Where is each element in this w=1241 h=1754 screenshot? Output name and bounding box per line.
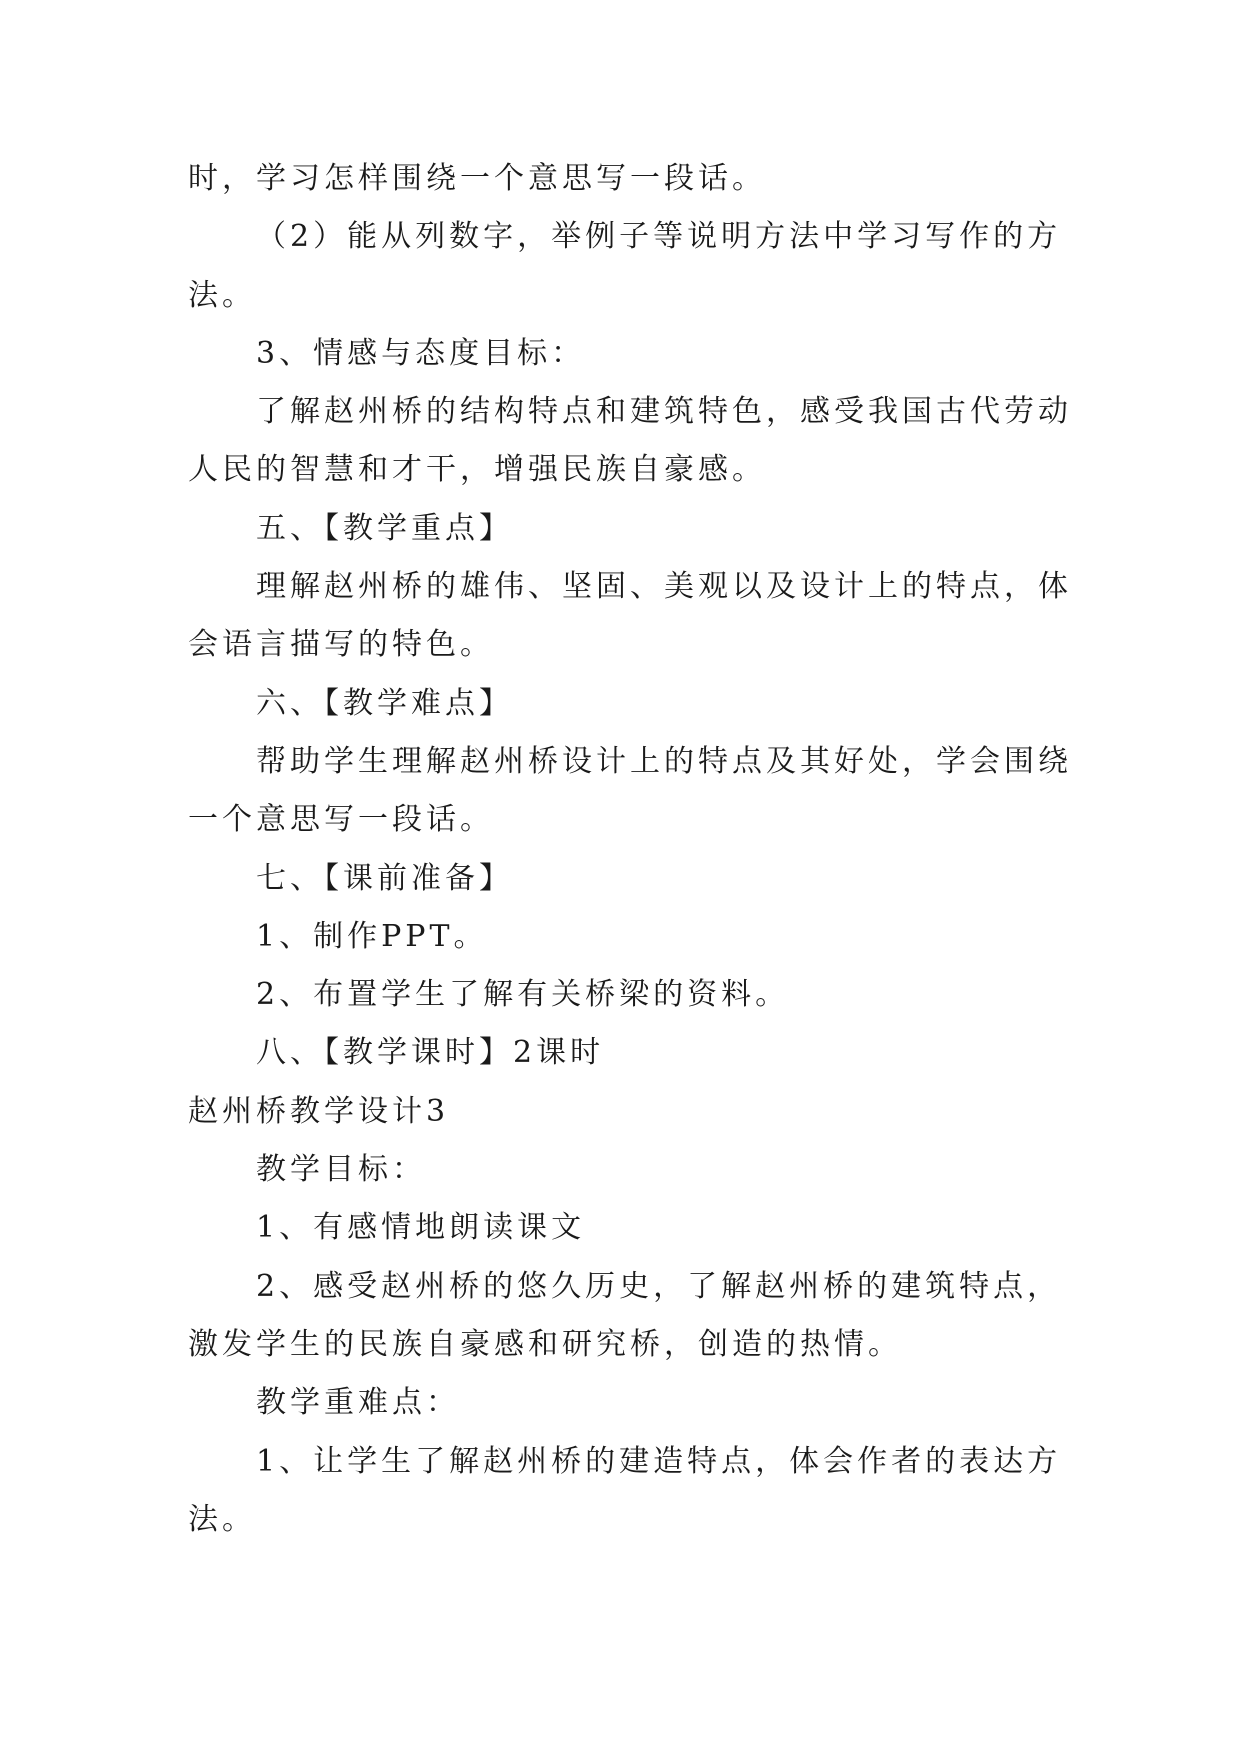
section-heading: 六、【教学难点】	[256, 685, 513, 721]
list-item: 1、制作PPT。	[256, 918, 488, 954]
list-item: 2、布置学生了解有关桥梁的资料。	[256, 977, 790, 1013]
section-heading: 八、【教学课时】2课时	[256, 1035, 605, 1071]
list-item: 1、有感情地朗读课文	[256, 1210, 586, 1246]
text-line: 了解赵州桥的结构特点和建筑特色，感受我国古代劳动	[256, 394, 1072, 430]
section-heading: 教学重难点：	[256, 1385, 460, 1421]
list-item: 2、感受赵州桥的悠久历史，了解赵州桥的建筑特点，	[256, 1268, 1062, 1304]
section-heading: 3、情感与态度目标：	[256, 335, 586, 371]
text-line: 一个意思写一段话。	[188, 802, 494, 838]
text-line: 理解赵州桥的雄伟、坚固、美观以及设计上的特点，体	[256, 569, 1072, 605]
section-heading: 五、【教学重点】	[256, 510, 513, 546]
section-heading: 七、【课前准备】	[256, 860, 513, 896]
text-line: 会语言描写的特色。	[188, 627, 494, 663]
document-title: 赵州桥教学设计3	[188, 1093, 450, 1129]
text-line: 激发学生的民族自豪感和研究桥，创造的热情。	[188, 1326, 902, 1362]
text-line: 法。	[188, 1501, 256, 1537]
text-line: 人民的智慧和才干，增强民族自豪感。	[188, 452, 766, 488]
text-line: 法。	[188, 277, 256, 313]
list-item: 1、让学生了解赵州桥的建造特点，体会作者的表达方	[256, 1443, 1062, 1479]
document-body	[188, 150, 1072, 1549]
text-line: 帮助学生理解赵州桥设计上的特点及其好处，学会围绕	[256, 743, 1072, 779]
text-line: （2）能从列数字，举例子等说明方法中学习写作的方	[256, 219, 1062, 255]
text-line: 时，学习怎样围绕一个意思写一段话。	[188, 161, 766, 196]
section-heading: 教学目标：	[256, 1152, 426, 1188]
